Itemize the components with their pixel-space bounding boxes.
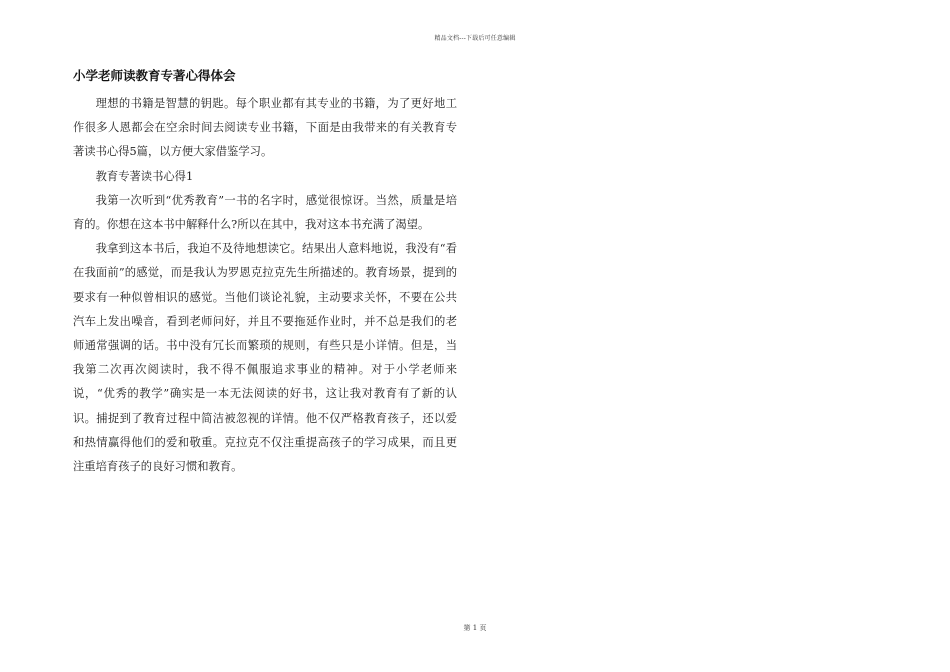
document-title: 小学老师读教育专著心得体会 <box>73 68 236 83</box>
paragraph-intro: 理想的书籍是智慧的钥匙。每个职业都有其专业的书籍，为了更好地工作很多人恩都会在空余时间去阅读专业书籍，下面是由我带来的有关教育专著读书心得5篇，以方便大家借鉴学习。 <box>73 97 457 159</box>
section-heading: 教育专著读书心得1 <box>95 169 194 183</box>
paragraph: 我拿到这本书后，我迫不及待地想读它。结果出人意料地说，我没有“看在我面前”的感觉，而是我认为罗恩克拉克先生所描述的。教育场景，提到的要求有一种似曾相识的感觉。当他们谈论礼貌，主动要求关怀，不要在公共汽车上发出噪音，看到老师问好，并且不要拖延作业时，并不总是我们的老师通常强调的话。书中没有冗长而繁琐的规则，有些只是小详情。但是，当我第二次再次阅读时，我不得不佩服追求事业的精神。对于小学老师来说，“优秀的教学”确实是一本无法阅读的好书，这让我对教育有了新的认识。捕捉到了教育过程中简洁被忽视的详情。他不仅严格教育孩子，还以爱和热情赢得他们的爱和敬重。克拉克不仅注重提高孩子的学习成果，而且更注重培育孩子的良好习惯和教育。 <box>73 242 457 474</box>
page-number: 第 1 页 <box>463 624 487 632</box>
page-header: 精品文档---下载后可任意编辑 <box>434 35 516 42</box>
paragraph: 我第一次听到“优秀教育”一书的名字时，感觉很惊讶。当然，质量是培育的。你想在这本书中解释什么?所以在其中，我对这本书充满了渴望。 <box>73 193 457 232</box>
document-body <box>73 92 457 479</box>
